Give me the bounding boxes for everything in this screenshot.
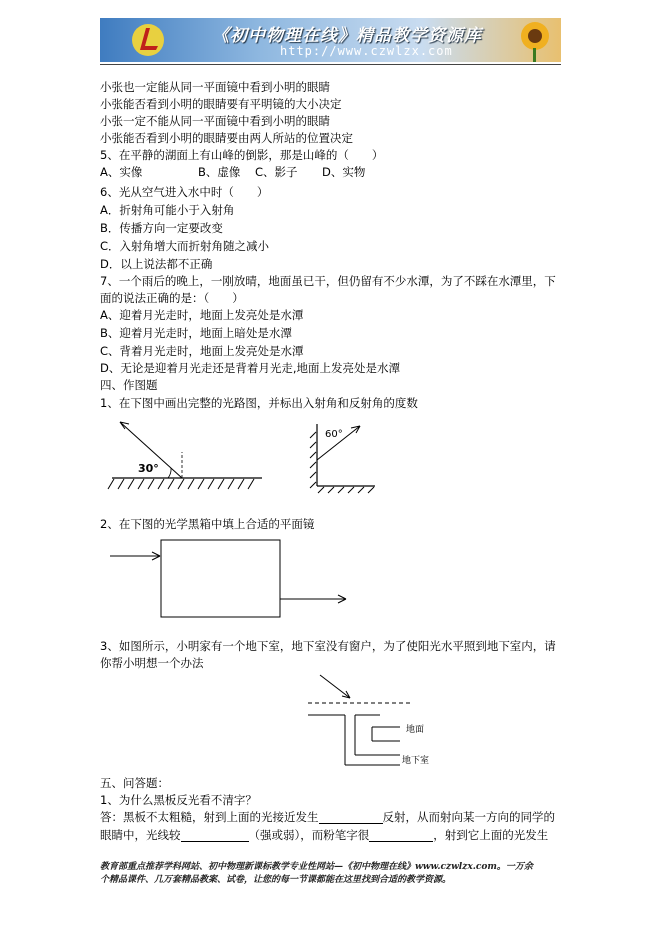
answer-text: 答：黑板不太粗糙，射到上面的光接近发生 [100, 810, 319, 824]
answer-line-2 [100, 828, 548, 842]
q6-option-b: B．传播方向一定要改变 [100, 221, 223, 235]
figure-basement [300, 665, 450, 770]
header-title: 《初中物理在线》精品教学资源库 [212, 26, 482, 46]
answer-blank[interactable] [369, 829, 433, 842]
figure-1-angle-label: 30° [138, 462, 159, 475]
figure-1 [100, 412, 380, 502]
footer-line-1: 教育部重点推荐学科网站、初中物理新课标教学专业性网站—《初中物理在线》www.czwlzx.com。一万余 [100, 862, 533, 872]
footer [100, 861, 564, 887]
drawing-question-2: 2、在下图的光学黑箱中填上合适的平面镜 [100, 517, 315, 531]
header-divider [100, 64, 561, 65]
q5-option-d: D、实物 [322, 165, 366, 179]
answer-text: 眼睛中，光线较 [100, 828, 181, 842]
q7-option-d: D、无论是迎着月光走还是背着月光走,地面上发亮处是水潭 [100, 361, 401, 375]
question-7: 7、一个雨后的晚上，一刚放晴，地面虽已干，但仍留有不少水潭，为了不踩在水潭里，下 [100, 274, 556, 288]
q7-option-c: C、背着月光走时，地面上发亮处是水潭 [100, 344, 304, 358]
answer-text: ，射到它上面的光发生 [433, 828, 549, 842]
qa-question-1: 1、为什么黑板反光看不清字？ [100, 793, 257, 807]
drawing-question-3-cont: 你帮小明想一个办法 [100, 656, 204, 670]
section-4-heading: 四、作图题 [100, 378, 158, 392]
q6-option-d: D．以上说法都不正确 [100, 257, 213, 271]
drawing-question-1: 1、在下图中画出完整的光路图，并标出入射角和反射角的度数 [100, 396, 418, 410]
answer-blank[interactable] [319, 811, 383, 824]
question-6: 6、光从空气进入水中时（ ） [100, 185, 269, 199]
option-line: 小张也一定能从同一平面镜中看到小明的眼睛 [100, 80, 330, 94]
q5-option-c: C、影子 [255, 165, 298, 179]
option-line: 小张能否看到小明的眼睛要由两人所站的位置决定 [100, 131, 353, 145]
drawing-question-3: 3、如图所示，小明家有一个地下室，地下室没有窗户，为了使阳光水平照到地下室内，请 [100, 639, 556, 653]
q6-option-a: A．折射角可能小于入射角 [100, 203, 235, 217]
q7-option-a: A、迎着月光走时，地面上发亮处是水潭 [100, 308, 304, 322]
q7-option-b: B、迎着月光走时，地面上暗处是水潭 [100, 326, 292, 340]
q5-option-b: B、虚像 [198, 165, 241, 179]
answer-text: （强或弱），而粉笔字很 [248, 828, 370, 842]
header-banner [100, 18, 561, 62]
sunflower-icon [513, 18, 553, 62]
ground-label: 地面 [406, 725, 425, 735]
q6-option-c: C．入射角增大而折射角随之减小 [100, 239, 270, 253]
header-url[interactable]: http://www.czwlzx.com [280, 44, 453, 58]
section-5-heading: 五、问答题： [100, 776, 169, 790]
answer-line-1 [100, 810, 555, 824]
question-7-cont: 面的说法正确的是：（ ） [100, 291, 244, 305]
option-line: 小张一定不能从同一平面镜中看到小明的眼睛 [100, 114, 330, 128]
question-5: 5、在平静的湖面上有山峰的倒影，那是山峰的（ ） [100, 148, 384, 162]
answer-blank[interactable] [181, 829, 249, 842]
q5-option-a: A、实像 [100, 165, 143, 179]
footer-line-2: 个精品课件、几万套精品教案、试卷，让您的每一节课都能在这里找到合适的教学资源。 [100, 875, 452, 885]
figure-black-box [100, 532, 360, 622]
basement-label: 地下室 [402, 756, 430, 766]
site-logo-icon [130, 22, 166, 58]
answer-text: 反射，从而射向某一方向的同学的 [382, 810, 555, 824]
figure-2-angle-label: 60° [325, 429, 343, 440]
option-line: 小张能否看到小明的眼睛要有平明镜的大小决定 [100, 97, 342, 111]
